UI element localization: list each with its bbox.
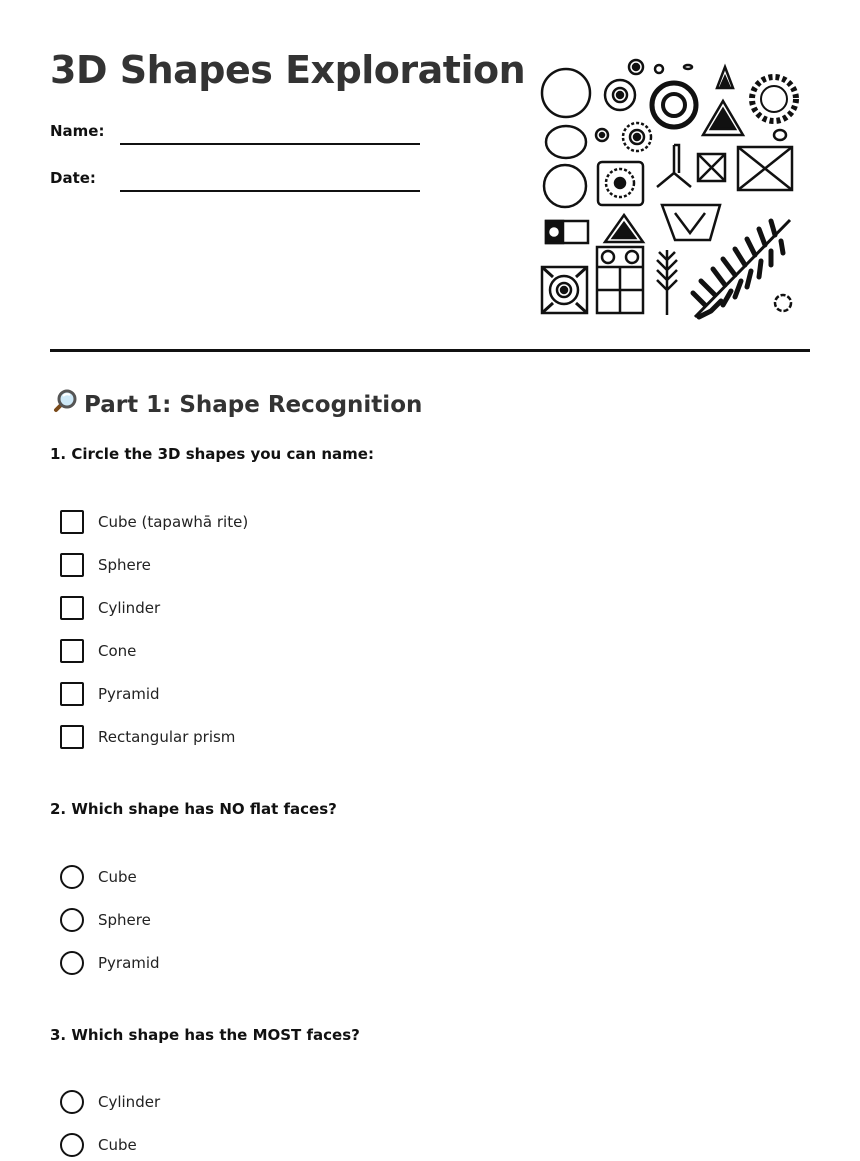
question-1: 1. Circle the 3D shapes you can name: [50,445,374,463]
option-label: Cube (tapawhā rite) [98,513,249,531]
q2-option-cube[interactable] [60,865,137,889]
name-input-line[interactable] [120,143,420,145]
date-input-line[interactable] [120,190,420,192]
q1-option-cylinder[interactable] [60,596,160,620]
option-label: Rectangular prism [98,728,236,746]
radio-button[interactable] [60,951,84,975]
radio-button[interactable] [60,908,84,932]
checkbox[interactable] [60,725,84,749]
question-3: 3. Which shape has the MOST faces? [50,1026,360,1044]
name-label: Name: [50,122,105,140]
q2-option-pyramid[interactable] [60,951,160,975]
q3-option-cylinder[interactable] [60,1090,160,1114]
question-2: 2. Which shape has NO flat faces? [50,800,337,818]
q2-option-sphere[interactable] [60,908,151,932]
date-label: Date: [50,169,96,187]
option-label: Cone [98,642,137,660]
checkbox[interactable] [60,682,84,706]
q1-option-cube[interactable] [60,510,248,534]
date-field[interactable] [50,169,96,187]
checkbox[interactable] [60,639,84,663]
q1-option-sphere[interactable] [60,553,151,577]
magnifying-glass-icon [50,388,78,422]
option-label: Cube [98,1136,137,1154]
option-label: Sphere [98,911,151,929]
part1-heading-text: Part 1: Shape Recognition [84,392,423,418]
header-divider [50,349,810,352]
name-field[interactable] [50,122,104,140]
page-title: 3D Shapes Exploration [50,48,526,92]
radio-button[interactable] [60,1090,84,1114]
radio-button[interactable] [60,1133,84,1157]
q1-option-pyramid[interactable] [60,682,160,706]
part1-heading [50,388,422,422]
checkbox[interactable] [60,510,84,534]
option-label: Cylinder [98,1093,161,1111]
maori-pattern-illustration [535,55,800,325]
radio-button[interactable] [60,865,84,889]
q1-option-rectangular-prism[interactable] [60,725,235,749]
option-label: Sphere [98,556,151,574]
option-label: Cube [98,868,137,886]
q1-option-cone[interactable] [60,639,136,663]
option-label: Pyramid [98,685,160,703]
option-label: Cylinder [98,599,161,617]
checkbox[interactable] [60,553,84,577]
checkbox[interactable] [60,596,84,620]
q3-option-cube[interactable] [60,1133,137,1157]
option-label: Pyramid [98,954,160,972]
